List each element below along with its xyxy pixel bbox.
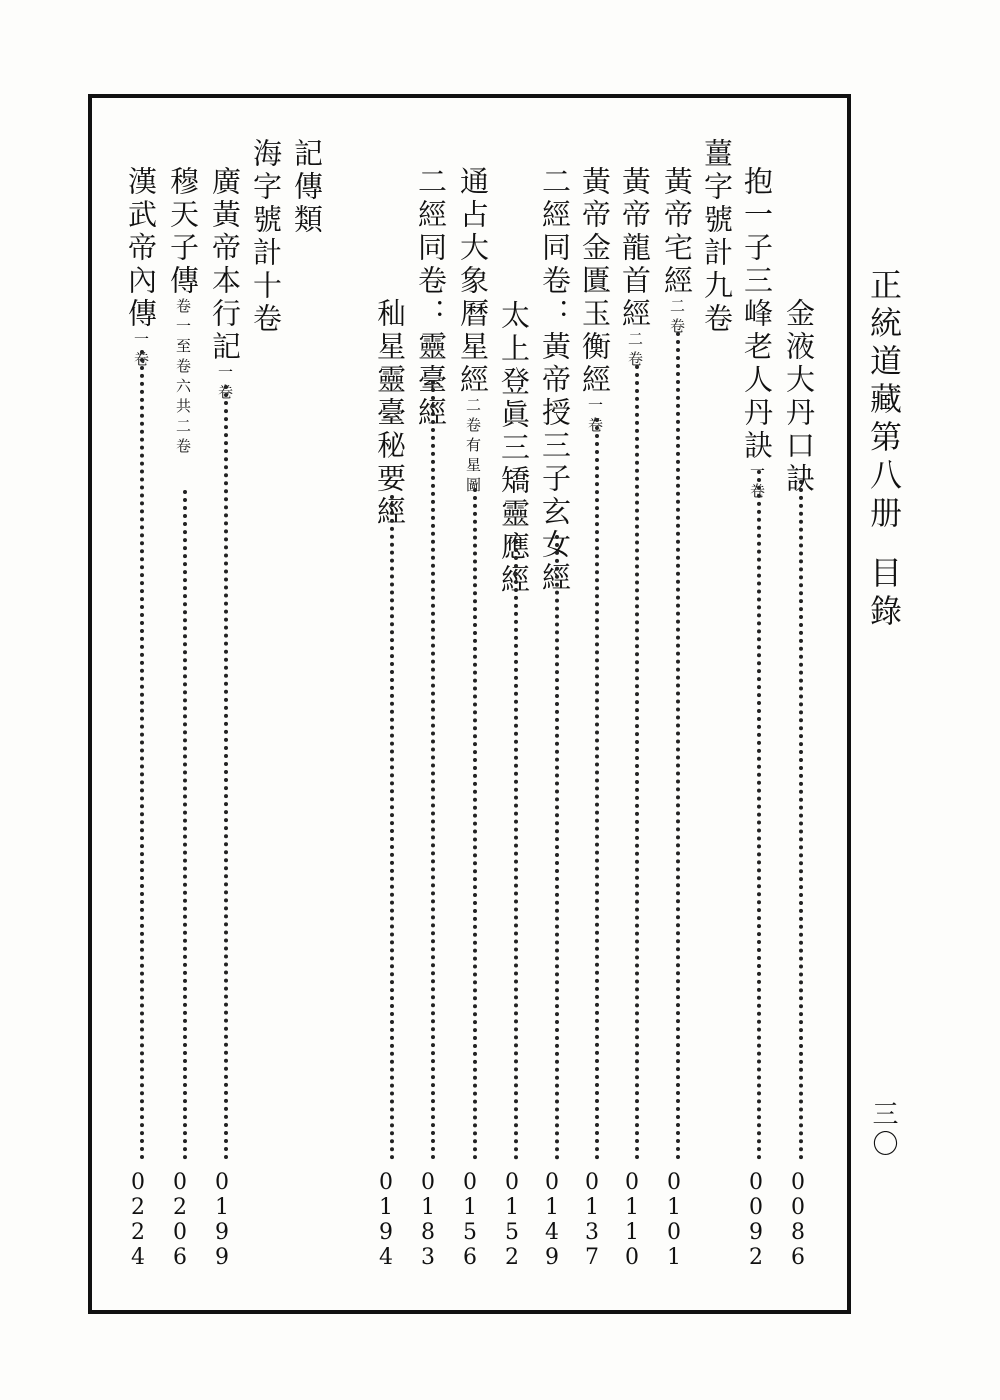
page-digit: 0 (421, 1170, 435, 1195)
page-digit: 8 (421, 1220, 435, 1245)
page-number-text (746, 1170, 766, 1270)
entry-page (502, 1170, 522, 1270)
page-digit: 1 (625, 1220, 639, 1245)
page-digit: 8 (791, 1220, 805, 1245)
entry-page (746, 1170, 766, 1270)
page-digit: 2 (131, 1220, 145, 1245)
category-heading: 記傳類 (290, 138, 324, 237)
page-digit: 9 (215, 1245, 229, 1270)
entry-title: 黃帝金匱玉衡經一卷 (578, 166, 612, 437)
page-digit: 7 (585, 1245, 599, 1270)
page-digit: 0 (545, 1170, 559, 1195)
entry-title: 金液大丹口訣 (782, 298, 816, 496)
page-number: 三〇 (868, 1100, 898, 1160)
entry-page (622, 1170, 642, 1270)
page-number-text (622, 1170, 642, 1270)
page-number-text (418, 1170, 438, 1270)
leader-dots (473, 488, 477, 1160)
page-digit: 1 (215, 1195, 229, 1220)
page-number-text (376, 1170, 396, 1270)
page-number-text (212, 1170, 232, 1270)
page-digit: 0 (667, 1220, 681, 1245)
page-digit: 0 (463, 1170, 477, 1195)
leader-dots (555, 535, 559, 1160)
page-digit: 0 (379, 1170, 393, 1195)
leader-dots (390, 495, 394, 1160)
entry-page (212, 1170, 232, 1270)
entry-title: 太上登眞三矯靈應經 (497, 300, 531, 597)
entry-title: 秈星靈臺秘要經 (373, 298, 407, 529)
page-digit: 4 (131, 1245, 145, 1270)
section-title: 目錄 (865, 556, 903, 632)
page-digit: 0 (749, 1170, 763, 1195)
entry-title: 抱一子三峰老人丹訣一卷 (740, 166, 774, 503)
entry-title: 穆天子傳卷一至卷六共二卷 (166, 166, 200, 458)
page-digit: 0 (791, 1170, 805, 1195)
page-digit: 5 (463, 1220, 477, 1245)
book-title-text: 正統道藏第八册 (865, 268, 903, 534)
entry-title: 黃帝宅經二卷 (660, 166, 694, 338)
entry-page (788, 1170, 808, 1270)
entry-page (542, 1170, 562, 1270)
entry-page (170, 1170, 190, 1270)
page-digit: 0 (131, 1170, 145, 1195)
page-digit: 3 (585, 1220, 599, 1245)
page-number-text (664, 1170, 684, 1270)
page-digit: 1 (625, 1195, 639, 1220)
leader-dots (224, 385, 228, 1160)
page-digit: 1 (379, 1195, 393, 1220)
leader-dots (514, 540, 518, 1160)
entry-page (582, 1170, 602, 1270)
page-digit: 6 (463, 1245, 477, 1270)
entry-page (418, 1170, 438, 1270)
page-digit: 0 (173, 1170, 187, 1195)
page-number-text (128, 1170, 148, 1270)
entry-title: 二經同卷：靈臺經 (414, 166, 448, 430)
page-digit: 0 (215, 1170, 229, 1195)
entry-page (376, 1170, 396, 1270)
page-digit: 5 (505, 1220, 519, 1245)
entry-title: 廣黃帝本行記一卷 (208, 166, 242, 404)
leader-dots (635, 365, 639, 1160)
page-digit: 2 (131, 1195, 145, 1220)
page-digit: 2 (173, 1195, 187, 1220)
page-digit: 1 (545, 1195, 559, 1220)
leader-dots (140, 350, 144, 1160)
entry-page (664, 1170, 684, 1270)
page-digit: 9 (379, 1220, 393, 1245)
leader-dots (183, 490, 187, 1160)
leader-dots (595, 418, 599, 1160)
page-number-text (502, 1170, 522, 1270)
book-title (865, 268, 903, 632)
page-digit: 0 (749, 1195, 763, 1220)
page-digit: 2 (505, 1245, 519, 1270)
page-digit: 0 (625, 1245, 639, 1270)
page-digit: 1 (585, 1195, 599, 1220)
leader-dots (757, 470, 761, 1160)
entry-page (460, 1170, 480, 1270)
entry-title: 二經同卷：黃帝授三子玄女經 (538, 166, 572, 595)
page-number-text (788, 1170, 808, 1270)
page-digit: 1 (505, 1195, 519, 1220)
page-digit: 0 (585, 1170, 599, 1195)
page-digit: 0 (505, 1170, 519, 1195)
entry-title: 黃帝龍首經二卷 (618, 166, 652, 371)
page-digit: 1 (667, 1245, 681, 1270)
leader-dots (431, 380, 435, 1160)
page-digit: 0 (625, 1170, 639, 1195)
page-number-text (170, 1170, 190, 1270)
section-heading: 薑字號計九卷 (700, 138, 734, 336)
entry-title: 漢武帝內傳一卷 (124, 166, 158, 371)
page-digit: 6 (791, 1245, 805, 1270)
page-digit: 0 (667, 1170, 681, 1195)
page-number-text (460, 1170, 480, 1270)
entry-page (128, 1170, 148, 1270)
page-digit: 2 (749, 1245, 763, 1270)
page-digit: 9 (545, 1245, 559, 1270)
leader-dots (799, 480, 803, 1160)
page-digit: 3 (421, 1245, 435, 1270)
section-heading: 海字號計十卷 (249, 138, 283, 336)
page-number-text (582, 1170, 602, 1270)
page-digit: 1 (463, 1195, 477, 1220)
page-digit: 1 (421, 1195, 435, 1220)
page-digit: 9 (215, 1220, 229, 1245)
page-number-text (542, 1170, 562, 1270)
page-digit: 4 (545, 1220, 559, 1245)
page-digit: 0 (173, 1220, 187, 1245)
page-digit: 0 (791, 1195, 805, 1220)
entry-title: 通占大象曆星經二卷有星圖 (456, 166, 490, 497)
page-digit: 9 (749, 1220, 763, 1245)
page-digit: 4 (379, 1245, 393, 1270)
leader-dots (676, 332, 680, 1160)
page-digit: 6 (173, 1245, 187, 1270)
page-digit: 1 (667, 1195, 681, 1220)
